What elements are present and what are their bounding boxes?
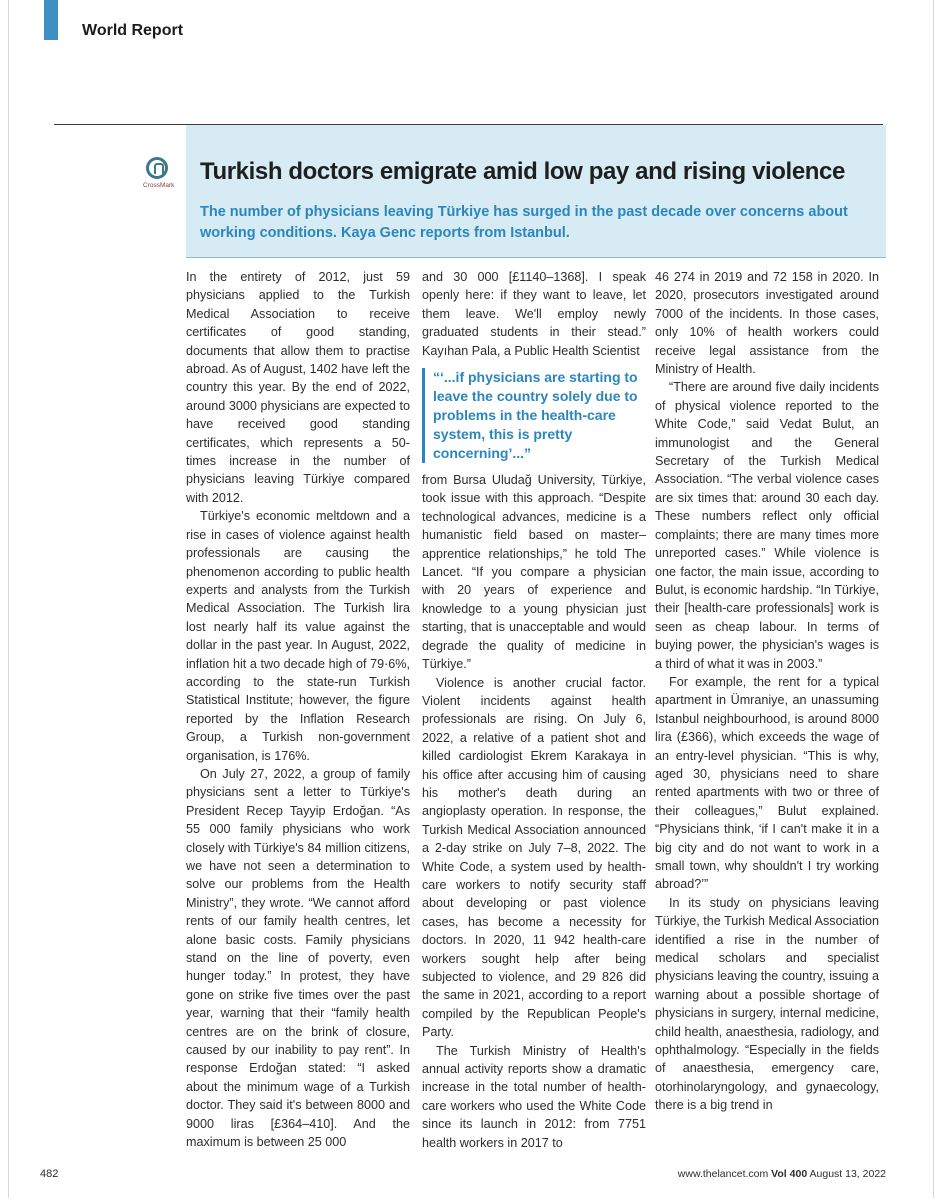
paragraph: In the entirety of 2012, just 59 physicians applied to the Turkish Medical Association to receive certificates of good standing, documents that allow them to practise abroad. As of August, 1402 have left the country this year. By the end of 2022, around 3000 physicians are expected to have received good standing certificates, which represents a 50-times increase in the number of physicians leaving Türkiye compared with 2012. (186, 270, 410, 505)
section-color-tab (44, 0, 58, 40)
crossmark-circle-icon (146, 157, 168, 179)
crossmark-label: CrossMark (143, 182, 175, 189)
crossmark-icon[interactable] (143, 157, 173, 197)
column-3 (655, 268, 879, 1115)
article-header (186, 125, 886, 258)
paragraph: On July 27, 2022, a group of family physicians sent a letter to Türkiye's President Recep Tayyip Erdoğan. “As 55 000 family physicians who work closely with Türkiye's 84 million citizens, we have not seen a determination to solve our problems from the Health Ministry”, they wrote. “We cannot afford rents of our family health centres, let alone basic costs. Family physicians stand on the line of poverty, even hunger today.” In protest, they have gone on strike five times over the past year, warning that their “family health centres are on the brink of closure, caused by our inability to pay rent”. In response Erdoğan stated: “I asked about the minimum wage of a Turkish doctor. They said it's between 8000 and 9000 liras [£364–410]. And the maximum is between 25 000 (186, 766, 410, 1150)
article-title: Turkish doctors emigrate amid low pay and rising violence (200, 158, 845, 185)
pull-quote: “‘...if physicians are starting to leave the country solely due to problems in the health-care system, this is pretty concerning’...” (422, 368, 646, 463)
footer-date: August 13, 2022 (809, 1168, 886, 1180)
paragraph: Violence is another crucial factor. Violent incidents against health professionals are rising. On July 6, 2022, a relative of a patient shot and killed cardiologist Ekrem Karakaya in his office after accusing him of causing his mother's death during an angioplasty operation. In response, the Turkish Medical Association announced a 2-day strike on July 7–8, 2022. The White Code, a system used by health-care workers to notify security staff about developing or past violence cases, has become a necessity for doctors. In 2020, 11 942 health-care workers sought help after being subjected to violence, and 29 826 did the same in 2021, according to a report compiled by the Republican People's Party. (422, 675, 646, 1040)
paragraph: Türkiye's economic meltdown and a rise in cases of violence against health professionals are causing the phenomenon according to public health experts and analysts from the Turkish Medical Association. The Turkish lira lost nearly half its value against the dollar in the past year. In August, 2022, inflation hit a two decade high of 79·6%, according to the state-run Turkish Statistical Institute; however, the figure reported by the Inflation Research Group, a Turkish non-government organisation, is 176%. (186, 509, 410, 763)
section-label: World Report (82, 22, 184, 39)
paragraph: and 30 000 [£1140–1368]. I speak openly here: if they want to leave, let them leave. We'll employ newly graduated students in their stead.” Kayıhan Pala, a Public Health Scientist (422, 270, 646, 358)
footer-site-link[interactable]: www.thelancet.com (677, 1168, 769, 1180)
column-1 (186, 268, 410, 1152)
column-2 (422, 268, 646, 1152)
paragraph: 46 274 in 2019 and 72 158 in 2020. In 2020, prosecutors investigated around 7000 of the incidents. In those cases, only 10% of health workers could receive legal assistance from the Ministry of Health. (655, 270, 879, 377)
paragraph: “There are around five daily incidents of physical violence reported to the White Code,” said Vedat Bulut, an immunologist and the General Secretary of the Turkish Medical Association. “The verbal violence cases are six times that: around 30 each day. These numbers reflect only official complaints; there are many times more unreported cases.” While violence is one factor, the main issue, according to Bulut, is economic hardship. “In Türkiye, their [health-care professionals] work is seen as cheap labour. In terms of buying power, the physician's wages is a third of what it was in 2003.” (655, 380, 879, 671)
footer-citation (678, 1168, 886, 1180)
paragraph: In its study on physicians leaving Türkiye, the Turkish Medical Association identified a rise in the number of medical scholars and specialist physicians leaving the country, issuing a warning about a possible shortage of physicians in surgery, internal medicine, child health, anaesthesia, radiology, and ophthalmology. “Especially in the fields of anaesthesia, emergency care, otorhinolaryngology, and gynaecology, there is a big trend in (655, 895, 879, 1113)
page-number: 482 (40, 1168, 59, 1180)
article-standfirst: The number of physicians leaving Türkiye has surged in the past decade over concerns about working conditions. Kaya Genc reports from Istanbul. (200, 204, 848, 241)
paragraph: from Bursa Uludağ University, Türkiye, took issue with this approach. “Despite technological advances, medicine is a humanistic field based on master–apprentice relationships,” he told The Lancet. “If you compare a physician with 20 years of experience and knowledge to a young physician just starting, that is unacceptable and would degrade the quality of medicine in Türkiye.” (422, 473, 646, 672)
paragraph: For example, the rent for a typical apartment in Ümraniye, an unassuming Istanbul neighbourhood, is around 8000 lira (£366), which exceeds the wage of an entry-level physician. “This is why, aged 30, physicians need to share rented apartments with two or three of their colleagues,” Bulut explained. “Physicians think, ‘if I can't make it in a big city and do not want to work in a small town, why shouldn't I try working abroad?’” (655, 674, 879, 892)
footer-volume: Vol 400 (771, 1168, 808, 1180)
paragraph: The Turkish Ministry of Health's annual activity reports show a dramatic increase in the total number of health-care workers who used the White Code since its launch in 2012: from 7751 health workers in 2017 to (422, 1043, 646, 1150)
